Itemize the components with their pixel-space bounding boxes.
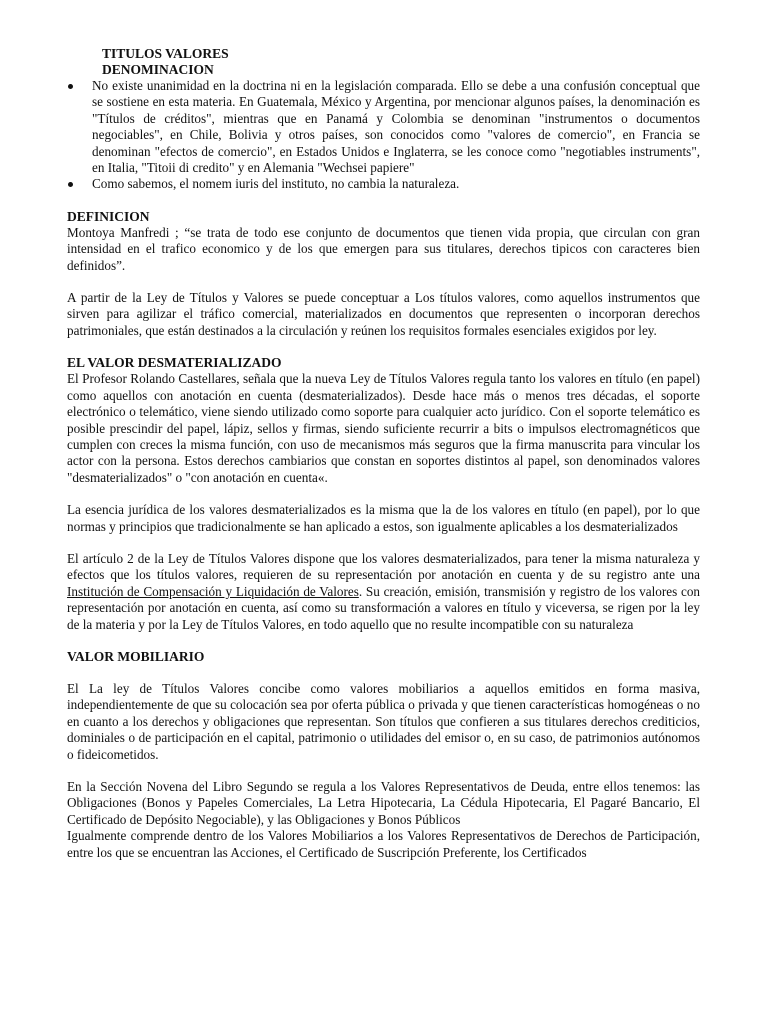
spacer (67, 486, 700, 502)
mobiliario-paragraph-3: Igualmente comprende dentro de los Valores Mobiliarios a los Valores Representativos de Derechos de Participación, entre los que se encuentran las Acciones, el Certificado de Suscripción Preferente, los Certificados (67, 828, 700, 860)
desmaterializado-paragraph-3 (67, 551, 700, 633)
spacer (67, 339, 700, 355)
paragraph-text: . Su creación, emisión, transmisión y registro de los valores con representación por anotación en cuenta, así como su transformación a valores en título y viceversa, se rigen por la ley de la materia y por la Ley de Títulos Valores, en todo aquello que no resulte incompatible con su naturaleza (67, 583, 701, 632)
list-item: No existe unanimidad en la doctrina ni en la legislación comparada. Ello se debe a una confusión conceptual que se sostiene en esta materia. En Guatemala, México y Argentina, por mencionar algunos países, la denominación es "Títulos de créditos", mientras que en Panamá y Colombia se denominan "instrumentos o documentos negociables", en Chile, Bolivia y otros países, son conocidos como "valores de comercio", en Francia se denominan "efectos de comercio", en Estados Unidos e Inglaterra, se les conoce como "negotiables instruments", en Italia, "Titoii di credito" y en Alemania "Wechsei papiere" (67, 78, 700, 176)
spacer (67, 193, 700, 209)
document-subtitle: DENOMINACION (102, 62, 214, 77)
paragraph-text: El artículo 2 de la Ley de Títulos Valores dispone que los valores desmaterializados, para tener la misma naturaleza y efectos que los títulos valores, requieren de su representación por anotación en cuenta y de su registro ante una (67, 550, 700, 583)
section-heading-mobiliario: VALOR MOBILIARIO (67, 648, 205, 664)
desmaterializado-paragraph-1: El Profesor Rolando Castellares, señala que la nueva Ley de Títulos Valores regula tanto los valores en título (en papel) como aquellos con anotación en cuenta (desmaterializados). Desde hace más o menos tres décadas, el soporte electrónico o telemático, viene siendo utilizado como soporte para cualquier acto jurídico. Con el soporte telemático es posible prescindir del papel, lápiz, sellos y firmas, siendo suficiente recurrir a bits o impulsos electromagnéticos que cumplen con creces la misma función, con uso de mecanismos más seguros que la firma manuscrita para vincular los actor con la persona. Estos derechos cambiarios que constan en soportes distintos al papel, son denominados valores "desmaterializados" o "con anotación en cuenta«. (67, 371, 700, 485)
spacer (67, 274, 700, 290)
spacer (67, 763, 700, 779)
title-block (102, 46, 700, 78)
definicion-paragraph-2: A partir de la Ley de Títulos y Valores se puede conceptuar a Los títulos valores, como aquellos instrumentos que sirven para agilizar el tráfico comercial, materializados en documentos que representen o incorporan derechos patrimoniales, que están destinados a la circulación y reúnen los requisitos formales esenciales exigidos por ley. (67, 290, 700, 338)
denominacion-list (67, 78, 700, 193)
section-heading-definicion: DEFINICION (67, 208, 150, 224)
document-title: TITULOS VALORES (102, 46, 229, 61)
definicion-paragraph-1: Montoya Manfredi ; “se trata de todo ese conjunto de documentos que tienen vida propia, que circulan con gran intensidad en el trafico economico y de los que emergen para sus titulares, derechos tipicos con caracteres bien definidos”. (67, 224, 700, 273)
spacer (67, 665, 700, 681)
institution-link[interactable]: Institución de Compensación y Liquidación de Valores (67, 583, 359, 599)
spacer (67, 633, 700, 649)
mobiliario-paragraph-1: El La ley de Títulos Valores concibe como valores mobiliarios a aquellos emitidos en forma masiva, independientemente de que su colocación sea por oferta pública o privada y que tienen características homogéneas o no en cuanto a los derechos y obligaciones que representan. Son títulos que confieren a sus titulares derechos crediticios, dominiales o de participación en el capital, patrimonio o utilidades del emisor o, en su caso, de patrimonios autónomos o fideicometidos. (67, 680, 700, 762)
spacer (67, 535, 700, 551)
section-heading-desmaterializado: EL VALOR DESMATERIALIZADO (67, 355, 282, 371)
document-page (67, 46, 700, 861)
desmaterializado-paragraph-2: La esencia jurídica de los valores desmaterializados es la misma que la de los valores en título (en papel), por lo que normas y principios que tradicionalmente se han aplicado a estos, son igualmente aplicables a los desmaterializados (67, 502, 700, 534)
list-item: Como sabemos, el nomem iuris del instituto, no cambia la naturaleza. (67, 176, 700, 192)
mobiliario-paragraph-2: En la Sección Novena del Libro Segundo se regula a los Valores Representativos de Deuda, entre ellos tenemos: las Obligaciones (Bonos y Papeles Comerciales, La Letra Hipotecaria, La Cédula Hipotecaria, El Pagaré Bancario, El Certificado de Depósito Negociable), y las Obligaciones y Bonos Públicos (67, 779, 700, 827)
